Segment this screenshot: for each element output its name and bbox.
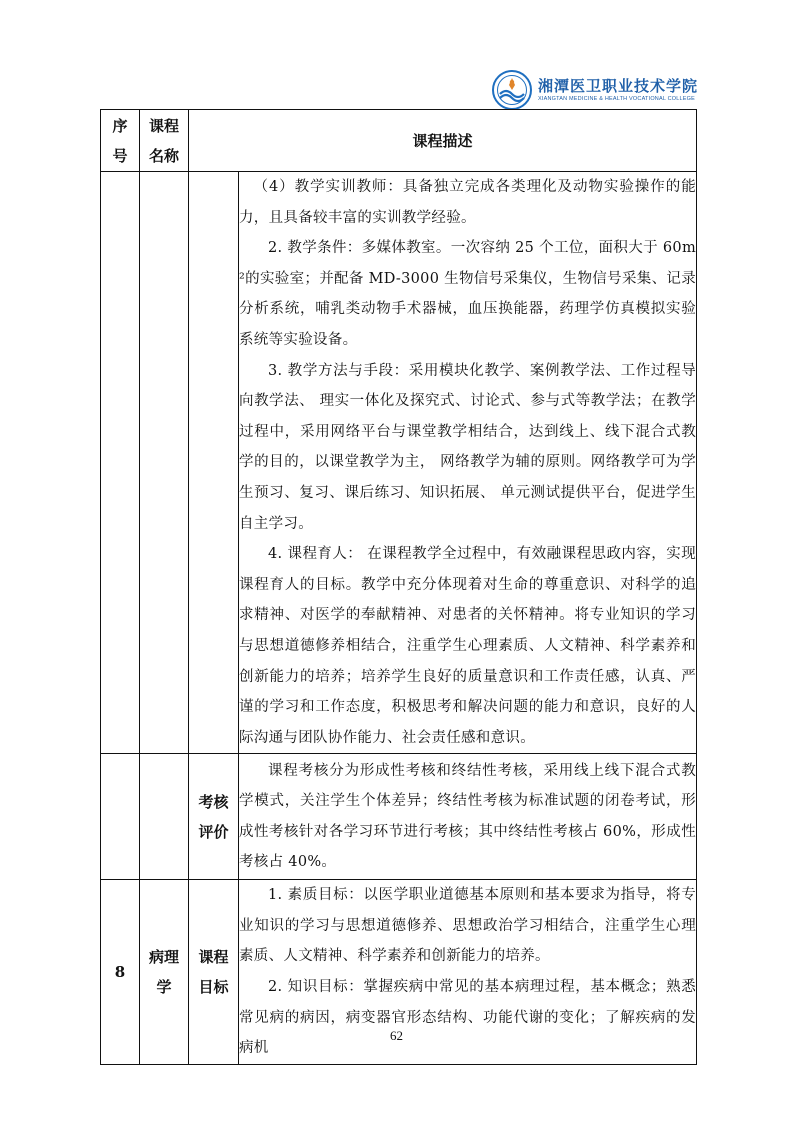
description-paragraph: （4）教学实训教师：具备独立完成各类理化及动物实验操作的能力，且具备较丰富的实训教学经验。 xyxy=(239,179,697,226)
description-paragraph: 3. 教学方法与手段：采用模块化教学、案例教学法、工作过程导向教学法、 理实一体化及探究式、讨论式、参与式等教学法；在教学过程中，采用网络平台与课堂教学相结合，达到线上、线下混合式教学的目的，以课堂教学为主， 网络教学为辅的原则。网络教学可为学生预习、复习、课后练习、知识拓展、 单元测试提供平台，促进学生自主学习。 xyxy=(239,362,697,532)
table-header-row xyxy=(101,110,697,172)
objective-label: 课程 目标 xyxy=(189,880,239,1065)
description-paragraph: 2. 教学条件：多媒体教室。一次容纳 25 个工位，面积大于 60m ²的实验室；并配备 MD-3000 生物信号采集仪，生物信号采集、记录分析系统，哺乳类动物手术器械，血压换能器，药理学仿真模拟实验系统等实验设备。 xyxy=(239,240,697,348)
seq-cell-empty xyxy=(101,172,140,754)
evaluation-label: 考核 评价 xyxy=(189,754,239,880)
evaluation-text: 课程考核分为形成性考核和终结性考核，采用线上线下混合式教学模式，关注学生个体差异；终结性考核为标准试题的闭卷考试，形成性考核针对各学习环节进行考核；其中终结性考核占 60%，形成性考核占 40%。 xyxy=(239,762,697,871)
table-row-continued xyxy=(101,172,697,754)
seq-cell-empty xyxy=(101,754,140,880)
objective-paragraph: 1. 素质目标：以医学职业道德基本原则和基本要求为指导，将专业知识的学习与思想道德修养、思想政治学习相结合，注重学生心理素质、人文精神、科学素养和创新能力的培养。 xyxy=(239,887,697,965)
header-course-name: 课程 名称 xyxy=(140,110,189,172)
description-paragraph: 4. 课程育人： 在课程教学全过程中，有效融课程思政内容，实现课程育人的目标。教学中充分体现着对生命的尊重意识、对科学的追求精神、对医学的奉献精神、对患者的关怀精神。将专业知识的学习与思想道德修养相结合，注重学生心理素质、人文精神、科学素养和创新能力的培养；培养学生良好的质量意识和工作责任感，认真、严谨的学习和工作态度，积极思考和解决问题的能力和意识，良好的人际沟通与团队协作能力、社会责任感和意识。 xyxy=(239,546,697,746)
table-row-evaluation xyxy=(101,754,697,880)
course-table xyxy=(100,109,697,1065)
objective-paragraph: 2. 知识目标：掌握疾病中常见的基本病理过程，基本概念；熟悉常见病的病因，病变器官形态结构、功能代谢的变化；了解疾病的发病机 xyxy=(239,979,697,1057)
evaluation-text-cell xyxy=(239,754,697,880)
college-name-en: XIANGTAN MEDICINE & HEALTH VOCATIONAL COLLEGE xyxy=(537,96,696,102)
label-cell-empty xyxy=(189,172,239,754)
college-logo xyxy=(492,70,698,110)
header-seq: 序 号 xyxy=(101,110,140,172)
seq-number: 8 xyxy=(101,880,140,1065)
page-number: 62 xyxy=(390,1028,403,1043)
course-cell-empty xyxy=(140,754,189,880)
course-cell-empty xyxy=(140,172,189,754)
course-name: 病理 学 xyxy=(140,880,189,1065)
college-name-cn: 湘潭医卫职业技术学院 xyxy=(537,77,698,95)
college-emblem-icon xyxy=(492,70,532,110)
description-cell xyxy=(239,172,697,754)
header-description: 课程描述 xyxy=(189,110,697,172)
